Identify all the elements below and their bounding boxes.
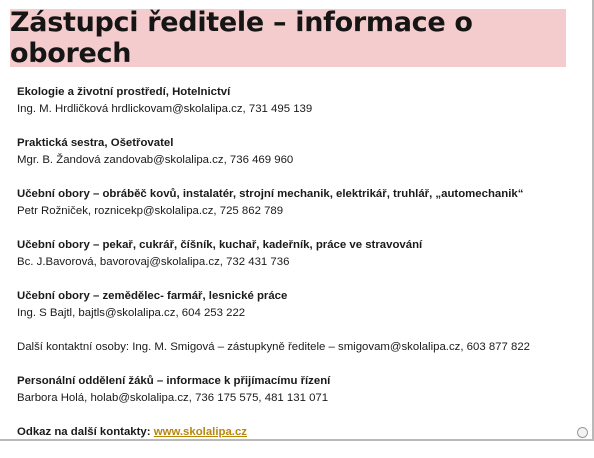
section-food-services: [17, 237, 587, 271]
footer-label: Odkaz na další kontakty:: [17, 426, 154, 438]
page-title: Zástupci ředitele – informace o oborech: [10, 7, 473, 69]
section-heading: Praktická sestra, Ošetřovatel: [17, 137, 174, 149]
section-contact: Ing. S Bajtl, bajtls@skolalipa.cz, 604 253 222: [17, 307, 246, 319]
section-heading: Ekologie a životní prostředí, Hotelnictví: [17, 86, 231, 98]
section-other-contacts: [17, 339, 587, 356]
section-ecology: [17, 84, 587, 118]
section-nursing: [17, 135, 587, 169]
section-contact: Barbora Holá, holab@skolalipa.cz, 736 175 575, 481 131 071: [17, 392, 329, 404]
section-personnel: [17, 373, 587, 407]
section-heading: Učební obory – zemědělec- farmář, lesnické práce: [17, 290, 288, 302]
section-heading: Personální oddělení žáků – informace k přijímacímu řízení: [17, 375, 331, 387]
section-heading: Učební obory – pekař, cukrář, číšník, kuchař, kadeřník, práce ve stravování: [17, 239, 423, 251]
section-heading: Učební obory – obráběč kovů, instalatér, strojní mechanik, elektrikář, truhlář, „automechanik“: [17, 188, 524, 200]
title-banner: [10, 9, 566, 67]
section-technical-trades: [17, 186, 587, 220]
section-contact: Mgr. B. Žandová zandovab@skolalipa.cz, 736 469 960: [17, 154, 294, 166]
contacts-list: [17, 84, 587, 458]
section-contact: Ing. M. Hrdličková hrdlickovam@skolalipa.cz, 731 495 139: [17, 103, 313, 115]
other-contacts-text: Další kontaktní osoby: Ing. M. Smigová – zástupkyně ředitele – smigovam@skolalipa.cz, 603 877 822: [17, 341, 531, 353]
section-contact: Bc. J.Bavorová, bavorovaj@skolalipa.cz, 732 431 736: [17, 256, 290, 268]
resize-handle-icon[interactable]: [577, 427, 588, 438]
website-link[interactable]: www.skolalipa.cz: [153, 426, 248, 438]
section-contact: Petr Rožniček, roznicekp@skolalipa.cz, 725 862 789: [17, 205, 284, 217]
section-agriculture: [17, 288, 587, 322]
